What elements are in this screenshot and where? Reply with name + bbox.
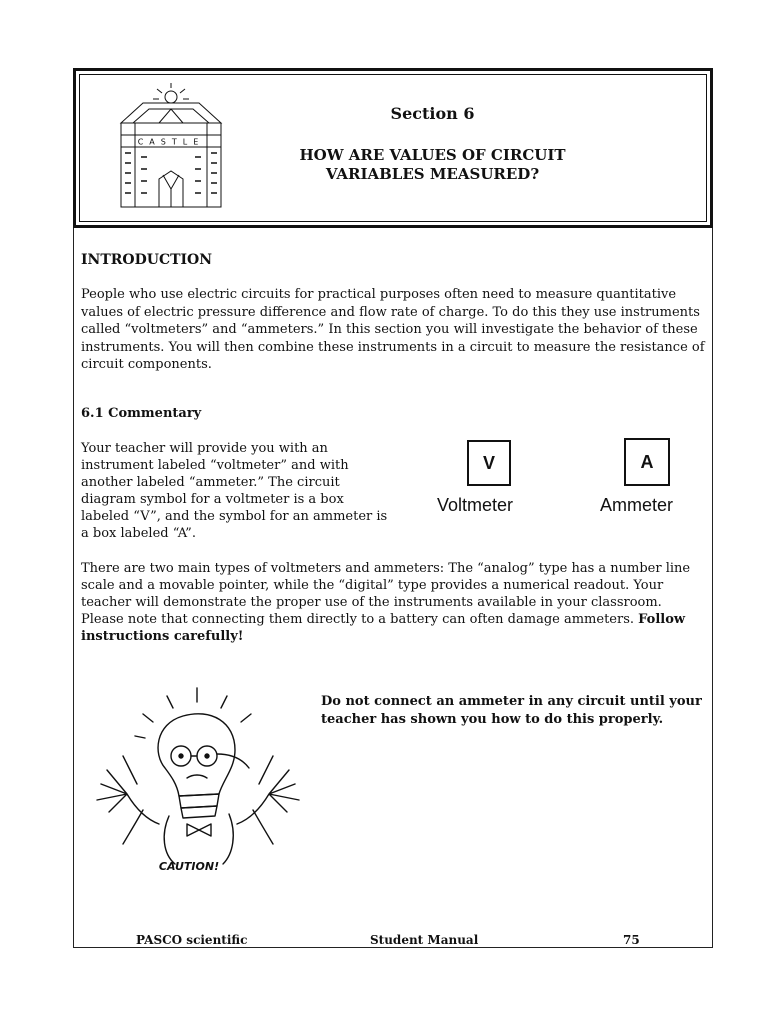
footer-title: Student Manual <box>370 933 479 947</box>
ammeter-symbol: A <box>624 438 670 486</box>
ammeter-warning: Do not connect an ammeter in any circuit until your teacher has shown you how to do this properly. <box>321 694 702 727</box>
page-number: 75 <box>623 933 640 947</box>
footer-publisher: PASCO scientific <box>136 933 248 947</box>
caution-caption: CAUTION! <box>158 860 220 873</box>
caution-bulb-cartoon-icon <box>83 684 309 878</box>
commentary-heading: 6.1 Commentary <box>81 406 202 421</box>
section-label: Section 6 <box>390 104 475 123</box>
logo-text: CASTLE <box>137 137 205 147</box>
castle-logo-icon <box>113 83 229 211</box>
ammeter-label: Ammeter <box>600 495 674 515</box>
introduction-heading: INTRODUCTION <box>81 252 213 268</box>
follow-instructions-emphasis: Follow instructions carefully! <box>81 612 686 644</box>
instrument-types-paragraph <box>81 560 707 645</box>
instrument-types-text: There are two main types of voltmeters and ammeters: The “analog” type has a number line scale and a movable pointer, while the “digital” type provides a numerical readout. Your teacher will demonstrate the proper use of the instruments available in your classroom. Please note that connecting them directly to a battery can often damage ammeters. <box>81 561 691 627</box>
introduction-paragraph: People who use electric circuits for practical purposes often need to measure quantitative values of electric pressure difference and flow rate of charge. To do this they use instruments called “voltmeters” and “ammeters.” In this section you will investigate the behavior of these instruments. You will then combine these instruments in a circuit to measure the resistance of circuit components. <box>81 287 705 372</box>
commentary-paragraph: Your teacher will provide you with an instrument labeled “voltmeter” and with another labeled “ammeter.” The circuit diagram symbol for a voltmeter is a box labeled “V”, and the symbol for an ammeter is a box labeled “A”. <box>81 441 388 541</box>
voltmeter-symbol: V <box>467 440 511 486</box>
voltmeter-label: Voltmeter <box>437 495 514 515</box>
section-title: HOW ARE VALUES OF CIRCUIT VARIABLES MEASURED? <box>299 146 566 183</box>
